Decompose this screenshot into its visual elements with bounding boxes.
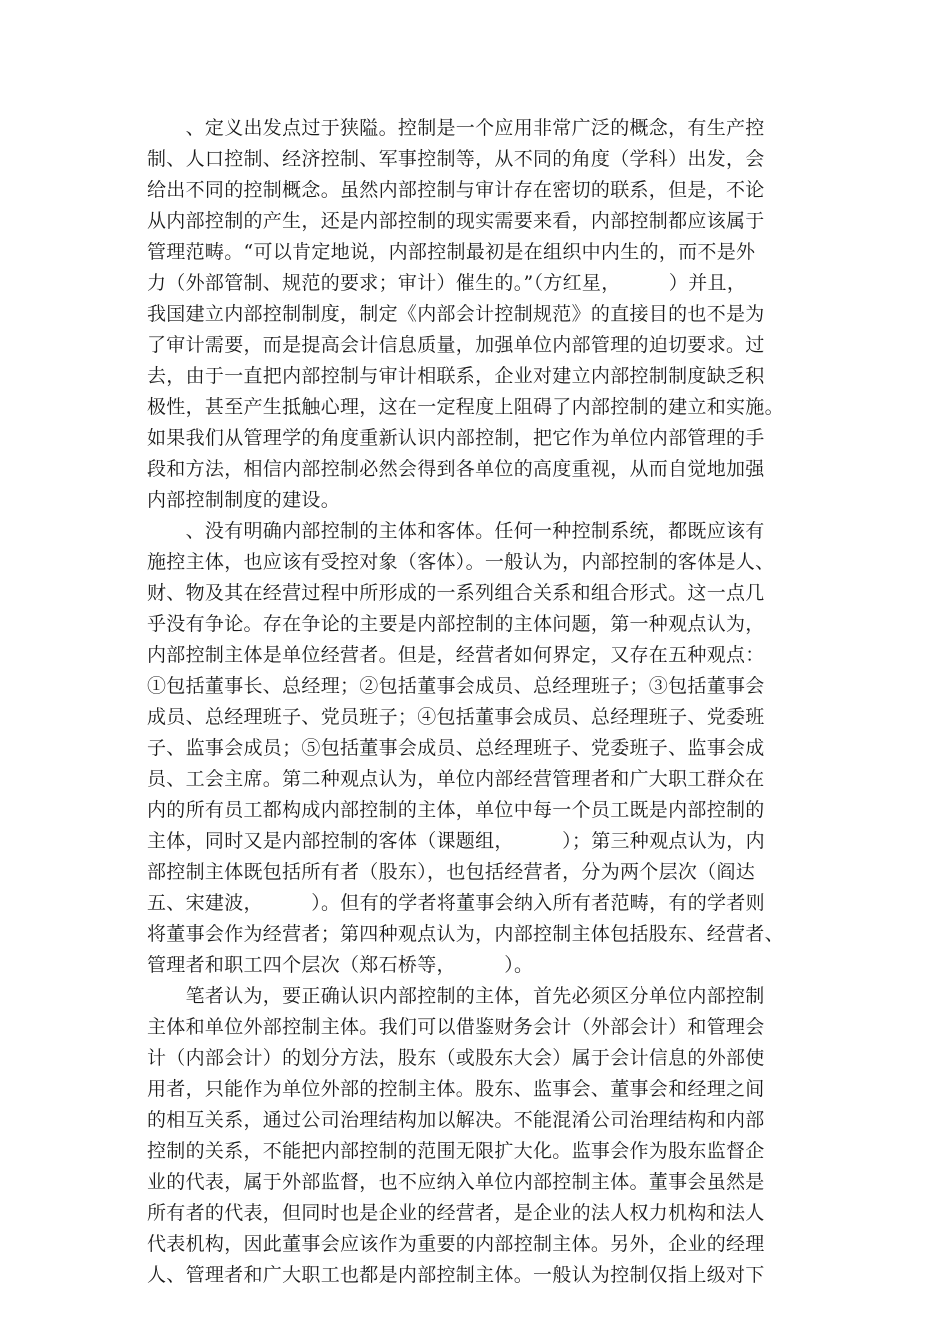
text-line: 、定义出发点过于狭隘。控制是一个应用非常广泛的概念，有生产控 xyxy=(147,117,765,139)
text-line: 将董事会作为经营者；第四种观点认为，内部控制主体包括股东、经营者、 xyxy=(147,923,784,945)
text-line: 财、物及其在经营过程中所形成的一系列组合关系和组合形式。这一点几 xyxy=(147,582,765,604)
text-line: 控制的关系，不能把内部控制的范围无限扩大化。监事会作为股东监督企 xyxy=(147,1140,765,1162)
text-line: 我国建立内部控制制度，制定《内部会计控制规范》的直接目的也不是为 xyxy=(147,303,765,325)
text-line: 管理者和职工四个层次（郑石桥等， ）。 xyxy=(147,954,534,976)
text-line: 施控主体，也应该有受控对象（客体）。一般认为，内部控制的客体是人、 xyxy=(147,551,775,573)
text-line: 如果我们从管理学的角度重新认识内部控制，把它作为单位内部管理的手 xyxy=(147,427,765,449)
text-line: 代表机构，因此董事会应该作为重要的内部控制主体。另外，企业的经理 xyxy=(147,1233,765,1255)
text-line: 内部控制主体是单位经营者。但是，经营者如何界定，又存在五种观点： xyxy=(147,644,765,666)
text-line: 管理范畴。“可以肯定地说，内部控制最初是在组织中内生的，而不是外 xyxy=(147,241,756,263)
text-line: 给出不同的控制概念。虽然内部控制与审计存在密切的联系，但是，不论 xyxy=(147,179,765,201)
text-line: 乎没有争论。存在争论的主要是内部控制的主体问题，第一种观点认为， xyxy=(147,613,765,635)
text-line: 制、人口控制、经济控制、军事控制等，从不同的角度（学科）出发，会 xyxy=(147,148,765,170)
text-line: 主体和单位外部控制主体。我们可以借鉴财务会计（外部会计）和管理会 xyxy=(147,1016,765,1038)
text-line: 人、管理者和广大职工也都是内部控制主体。一般认为控制仅指上级对下 xyxy=(147,1264,765,1286)
text-line: 业的代表，属于外部监督，也不应纳入单位内部控制主体。董事会虽然是 xyxy=(147,1171,765,1193)
text-line: 员、工会主席。第二种观点认为，单位内部经营管理者和广大职工群众在 xyxy=(147,768,765,790)
text-line: 了审计需要，而是提高会计信息质量，加强单位内部管理的迫切要求。过 xyxy=(147,334,765,356)
text-line: 用者，只能作为单位外部的控制主体。股东、监事会、董事会和经理之间 xyxy=(147,1078,765,1100)
text-line: 、没有明确内部控制的主体和客体。任何一种控制系统，都既应该有 xyxy=(147,520,765,542)
text-line: 极性，甚至产生抵触心理，这在一定程度上阻碍了内部控制的建立和实施。 xyxy=(147,396,784,418)
text-line: 部控制主体既包括所有者（股东），也包括经营者，分为两个层次（阎达 xyxy=(147,861,756,883)
text-line: 子、监事会成员；⑤包括董事会成员、总经理班子、党委班子、监事会成 xyxy=(147,737,765,759)
text-line: 主体，同时又是内部控制的客体（课题组， ）；第三种观点认为，内 xyxy=(147,830,765,852)
text-line: ①包括董事长、总经理；②包括董事会成员、总经理班子；③包括董事会 xyxy=(147,675,765,697)
text-line: 内部控制制度的建设。 xyxy=(147,489,341,511)
text-line: 从内部控制的产生，还是内部控制的现实需要来看，内部控制都应该属于 xyxy=(147,210,765,232)
text-line: 计（内部会计）的划分方法，股东（或股东大会）属于会计信息的外部使 xyxy=(147,1047,765,1069)
text-line: 内的所有员工都构成内部控制的主体，单位中每一个员工既是内部控制的 xyxy=(147,799,765,821)
text-line: 成员、总经理班子、党员班子；④包括董事会成员、总经理班子、党委班 xyxy=(147,706,765,728)
text-line: 五、宋建波， ）。但有的学者将董事会纳入所有者范畴，有的学者则 xyxy=(147,892,765,914)
text-line: 去，由于一直把内部控制与审计相联系，企业对建立内部控制制度缺乏积 xyxy=(147,365,765,387)
text-line: 笔者认为，要正确认识内部控制的主体，首先必须区分单位内部控制 xyxy=(147,985,765,1007)
text-line: 段和方法，相信内部控制必然会得到各单位的高度重视，从而自觉地加强 xyxy=(147,458,765,480)
text-line: 的相互关系，通过公司治理结构加以解决。不能混淆公司治理结构和内部 xyxy=(147,1109,765,1131)
text-line: 力（外部管制、规范的要求；审计）催生的。”（方红星， ）并且， xyxy=(147,272,747,294)
text-line: 所有者的代表，但同时也是企业的经营者，是企业的法人权力机构和法人 xyxy=(147,1202,765,1224)
